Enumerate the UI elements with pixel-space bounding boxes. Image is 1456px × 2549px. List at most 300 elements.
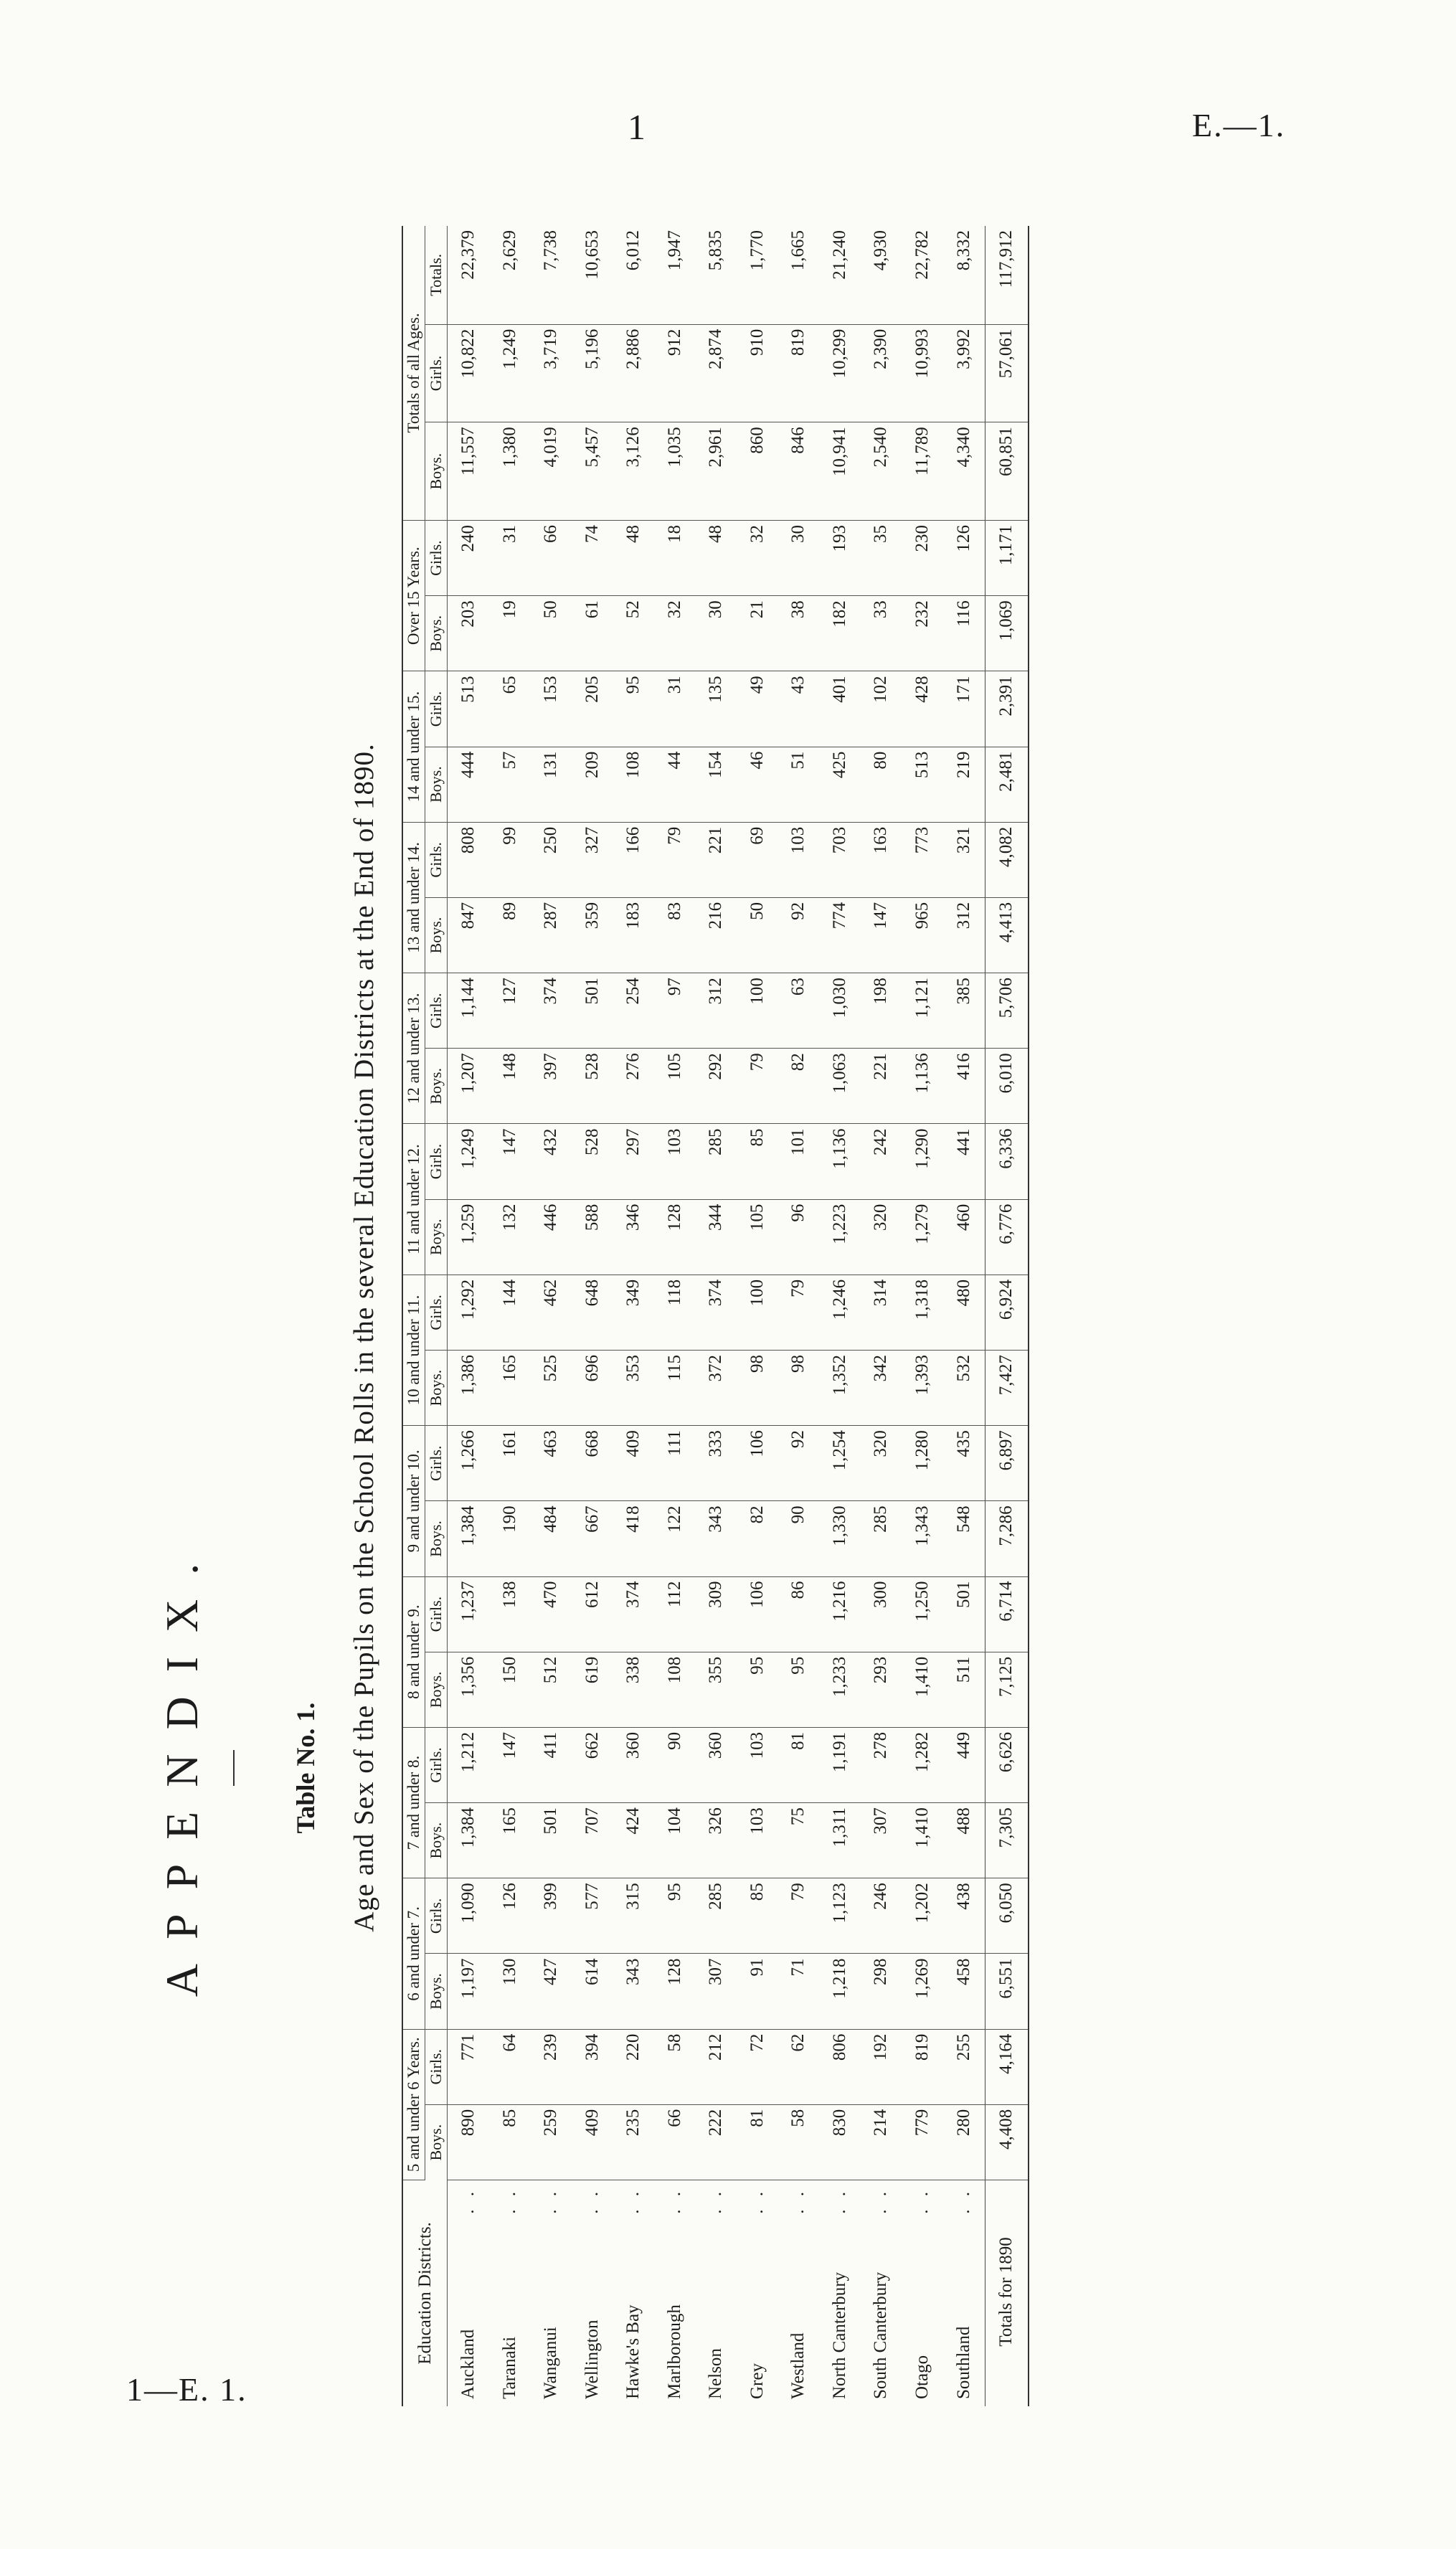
girls-subheader: Girls. [425, 1727, 448, 1802]
value-cell: 72 [737, 2029, 778, 2104]
value-cell: 427 [531, 1954, 572, 2029]
value-cell: 104 [654, 1803, 696, 1878]
boys-subheader: Boys. [425, 422, 448, 521]
value-cell: 30 [778, 521, 820, 596]
value-cell: 1,386 [448, 1351, 490, 1426]
value-cell: 3,992 [943, 324, 985, 422]
value-cell: 165 [489, 1803, 531, 1878]
value-cell: 293 [861, 1652, 902, 1727]
column-group-header: Over 15 Years. [402, 521, 425, 671]
value-cell: 6,776 [985, 1199, 1029, 1274]
value-cell: 69 [737, 822, 778, 897]
value-cell: 910 [737, 324, 778, 422]
value-cell: 246 [861, 1878, 902, 1954]
leader-dots: . . [788, 2187, 808, 2214]
value-cell: 2,540 [861, 422, 902, 521]
value-cell: 1,035 [654, 422, 696, 521]
value-cell: 315 [613, 1878, 655, 1954]
value-cell: 1,410 [902, 1803, 943, 1878]
value-cell: 98 [737, 1351, 778, 1426]
district-label-text: Otago [912, 2355, 932, 2399]
value-cell: 92 [778, 1426, 820, 1501]
district-row [448, 226, 490, 2406]
value-cell: 10,941 [819, 422, 861, 521]
column-group-header: 8 and under 9. [402, 1576, 425, 1727]
value-cell: 221 [861, 1049, 902, 1124]
girls-subheader: Girls. [425, 1274, 448, 1350]
value-cell: 108 [613, 747, 655, 822]
value-cell: 38 [778, 596, 820, 671]
value-cell: 707 [572, 1803, 613, 1878]
value-cell: 106 [737, 1426, 778, 1501]
value-cell: 10,299 [819, 324, 861, 422]
value-cell: 31 [654, 671, 696, 747]
value-cell: 100 [737, 973, 778, 1049]
value-cell: 128 [654, 1199, 696, 1274]
value-cell: 528 [572, 1124, 613, 1199]
value-cell: 372 [696, 1351, 737, 1426]
value-cell: 1,356 [448, 1652, 490, 1727]
value-cell: 326 [696, 1803, 737, 1878]
value-cell: 1,202 [902, 1878, 943, 1954]
table-caption: Age and Sex of the Pupils on the School Rolls in the several Education Districts at the End of 1890. [349, 743, 379, 1932]
value-cell: 166 [613, 822, 655, 897]
value-cell: 343 [696, 1501, 737, 1576]
value-cell: 1,212 [448, 1727, 490, 1802]
boys-subheader: Boys. [425, 1049, 448, 1124]
value-cell: 285 [696, 1878, 737, 1954]
district-row [572, 226, 613, 2406]
value-cell: 239 [531, 2029, 572, 2104]
value-cell: 222 [696, 2104, 737, 2180]
value-cell: 1,171 [985, 521, 1029, 596]
totals-label [985, 2180, 1029, 2406]
value-cell: 79 [778, 1274, 820, 1350]
value-cell: 280 [943, 2104, 985, 2180]
value-cell: 43 [778, 671, 820, 747]
rotated-page-content [147, 226, 1029, 2449]
value-cell: 771 [448, 2029, 490, 2104]
value-cell: 138 [489, 1576, 531, 1652]
value-cell: 61 [572, 596, 613, 671]
value-cell: 548 [943, 1501, 985, 1576]
value-cell: 1,216 [819, 1576, 861, 1652]
leader-dots: . . [871, 2187, 891, 2214]
value-cell: 2,629 [489, 226, 531, 324]
value-cell: 147 [861, 897, 902, 973]
value-cell: 6,551 [985, 1954, 1029, 2029]
value-cell: 484 [531, 1501, 572, 1576]
value-cell: 424 [613, 1803, 655, 1878]
value-cell: 1,246 [819, 1274, 861, 1350]
leader-dots: . . [541, 2187, 561, 2214]
value-cell: 1,343 [902, 1501, 943, 1576]
value-cell: 1,318 [902, 1274, 943, 1350]
value-cell: 774 [819, 897, 861, 973]
value-cell: 1,030 [819, 973, 861, 1049]
value-cell: 444 [448, 747, 490, 822]
value-cell: 418 [613, 1501, 655, 1576]
value-cell: 501 [572, 973, 613, 1049]
value-cell: 460 [943, 1199, 985, 1274]
value-cell: 292 [696, 1049, 737, 1124]
leader-dots: . . [747, 2187, 767, 2214]
girls-subheader: Girls. [425, 2029, 448, 2104]
value-cell: 22,782 [902, 226, 943, 324]
column-group-header: 9 and under 10. [402, 1426, 425, 1576]
value-cell: 7,738 [531, 226, 572, 324]
district-name [572, 2180, 613, 2406]
value-cell: 333 [696, 1426, 737, 1501]
value-cell: 32 [654, 596, 696, 671]
value-cell: 480 [943, 1274, 985, 1350]
value-cell: 192 [861, 2029, 902, 2104]
value-cell: 1,269 [902, 1954, 943, 2029]
value-cell: 1,290 [902, 1124, 943, 1199]
value-cell: 98 [778, 1351, 820, 1426]
value-cell: 103 [737, 1803, 778, 1878]
value-cell: 1,384 [448, 1501, 490, 1576]
value-cell: 1,254 [819, 1426, 861, 1501]
value-cell: 513 [448, 671, 490, 747]
value-cell: 4,930 [861, 226, 902, 324]
value-cell: 1,191 [819, 1727, 861, 1802]
value-cell: 64 [489, 2029, 531, 2104]
value-cell: 216 [696, 897, 737, 973]
value-cell: 254 [613, 973, 655, 1049]
value-cell: 1,311 [819, 1803, 861, 1878]
value-cell: 220 [613, 2029, 655, 2104]
value-cell: 193 [819, 521, 861, 596]
value-cell: 525 [531, 1351, 572, 1426]
value-cell: 4,408 [985, 2104, 1029, 2180]
value-cell: 112 [654, 1576, 696, 1652]
value-cell: 1,770 [737, 226, 778, 324]
value-cell: 5,835 [696, 226, 737, 324]
value-cell: 470 [531, 1576, 572, 1652]
value-cell: 1,123 [819, 1878, 861, 1954]
boys-subheader: Boys. [425, 1954, 448, 2029]
value-cell: 513 [902, 747, 943, 822]
value-cell: 912 [654, 324, 696, 422]
district-label-text: Nelson [706, 2348, 726, 2399]
boys-subheader: Boys. [425, 747, 448, 822]
column-group-header: 13 and under 14. [402, 822, 425, 973]
value-cell: 10,822 [448, 324, 490, 422]
value-cell: 1,380 [489, 422, 531, 521]
district-label-text: Taranaki [499, 2336, 519, 2399]
value-cell: 154 [696, 747, 737, 822]
value-cell: 130 [489, 1954, 531, 2029]
district-name [778, 2180, 820, 2406]
boys-subheader: Boys. [425, 1351, 448, 1426]
leader-dots: . . [582, 2187, 602, 2214]
value-cell: 18 [654, 521, 696, 596]
value-cell: 343 [613, 1954, 655, 2029]
value-cell: 209 [572, 747, 613, 822]
value-cell: 57,061 [985, 324, 1029, 422]
value-cell: 232 [902, 596, 943, 671]
boys-subheader: Boys. [425, 1652, 448, 1727]
value-cell: 6,010 [985, 1049, 1029, 1124]
district-row [861, 226, 902, 2406]
value-cell: 1,384 [448, 1803, 490, 1878]
value-cell: 612 [572, 1576, 613, 1652]
district-label-text: Wanganui [541, 2327, 561, 2399]
value-cell: 147 [489, 1727, 531, 1802]
value-cell: 100 [737, 1274, 778, 1350]
value-cell: 203 [448, 596, 490, 671]
value-cell: 122 [654, 1501, 696, 1576]
value-cell: 49 [737, 671, 778, 747]
value-cell: 95 [613, 671, 655, 747]
value-cell: 846 [778, 422, 820, 521]
value-cell: 696 [572, 1351, 613, 1426]
value-cell: 240 [448, 521, 490, 596]
value-cell: 2,961 [696, 422, 737, 521]
value-cell: 7,305 [985, 1803, 1029, 1878]
value-cell: 6,924 [985, 1274, 1029, 1350]
value-cell: 48 [696, 521, 737, 596]
value-cell: 285 [696, 1124, 737, 1199]
value-cell: 103 [654, 1124, 696, 1199]
value-cell: 297 [613, 1124, 655, 1199]
value-cell: 127 [489, 973, 531, 1049]
value-cell: 115 [654, 1351, 696, 1426]
leader-dots: . . [706, 2187, 726, 2214]
value-cell: 830 [819, 2104, 861, 2180]
value-cell: 255 [943, 2029, 985, 2104]
value-cell: 285 [861, 1501, 902, 1576]
pupils-age-sex-table [402, 226, 1029, 2406]
value-cell: 342 [861, 1351, 902, 1426]
column-group-header: 7 and under 8. [402, 1727, 425, 1878]
value-cell: 463 [531, 1426, 572, 1501]
value-cell: 435 [943, 1426, 985, 1501]
value-cell: 97 [654, 973, 696, 1049]
value-cell: 528 [572, 1049, 613, 1124]
value-cell: 1,282 [902, 1727, 943, 1802]
value-cell: 126 [489, 1878, 531, 1954]
value-cell: 33 [861, 596, 902, 671]
value-cell: 50 [531, 596, 572, 671]
table-number: Table No. 1. [291, 1702, 320, 1834]
value-cell: 344 [696, 1199, 737, 1274]
value-cell: 6,714 [985, 1576, 1029, 1652]
value-cell: 52 [613, 596, 655, 671]
value-cell: 577 [572, 1878, 613, 1954]
value-cell: 147 [489, 1124, 531, 1199]
value-cell: 2,391 [985, 671, 1029, 747]
value-cell: 1,063 [819, 1049, 861, 1124]
value-cell: 96 [778, 1199, 820, 1274]
value-cell: 425 [819, 747, 861, 822]
value-cell: 1,136 [902, 1049, 943, 1124]
value-cell: 353 [613, 1351, 655, 1426]
value-cell: 19 [489, 596, 531, 671]
value-cell: 432 [531, 1124, 572, 1199]
value-cell: 71 [778, 1954, 820, 2029]
value-cell: 171 [943, 671, 985, 747]
district-label-text: Totals for 1890 [996, 2237, 1016, 2347]
value-cell: 278 [861, 1727, 902, 1802]
boys-subheader: Boys. [425, 1199, 448, 1274]
value-cell: 63 [778, 973, 820, 1049]
value-cell: 1,069 [985, 596, 1029, 671]
value-cell: 488 [943, 1803, 985, 1878]
district-name [737, 2180, 778, 2406]
value-cell: 235 [613, 2104, 655, 2180]
value-cell: 320 [861, 1199, 902, 1274]
value-cell: 511 [943, 1652, 985, 1727]
report-code: E.—1. [1192, 107, 1286, 143]
value-cell: 409 [572, 2104, 613, 2180]
leader-dots: . . [664, 2187, 684, 2214]
girls-subheader: Girls. [425, 324, 448, 422]
value-cell: 182 [819, 596, 861, 671]
value-cell: 205 [572, 671, 613, 747]
value-cell: 85 [737, 1124, 778, 1199]
value-cell: 416 [943, 1049, 985, 1124]
value-cell: 1,207 [448, 1049, 490, 1124]
district-name [861, 2180, 902, 2406]
value-cell: 86 [778, 1576, 820, 1652]
value-cell: 300 [861, 1576, 902, 1652]
value-cell: 512 [531, 1652, 572, 1727]
value-cell: 8,332 [943, 226, 985, 324]
value-cell: 11,557 [448, 422, 490, 521]
value-cell: 1,090 [448, 1878, 490, 1954]
value-cell: 327 [572, 822, 613, 897]
value-cell: 161 [489, 1426, 531, 1501]
value-cell: 374 [613, 1576, 655, 1652]
value-cell: 360 [613, 1727, 655, 1802]
leader-dots: . . [499, 2187, 519, 2214]
value-cell: 1,223 [819, 1199, 861, 1274]
district-name [943, 2180, 985, 2406]
value-cell: 5,706 [985, 973, 1029, 1049]
value-cell: 374 [531, 973, 572, 1049]
value-cell: 48 [613, 521, 655, 596]
column-group-header: 10 and under 11. [402, 1274, 425, 1425]
value-cell: 163 [861, 822, 902, 897]
value-cell: 230 [902, 521, 943, 596]
value-cell: 338 [613, 1652, 655, 1727]
girls-subheader: Girls. [425, 1426, 448, 1501]
value-cell: 7,427 [985, 1351, 1029, 1426]
boys-subheader: Boys. [425, 2104, 448, 2180]
value-cell: 95 [654, 1878, 696, 1954]
value-cell: 90 [654, 1727, 696, 1802]
value-cell: 183 [613, 897, 655, 973]
value-cell: 82 [778, 1049, 820, 1124]
boys-subheader: Boys. [425, 1501, 448, 1576]
value-cell: 60,851 [985, 422, 1029, 521]
value-cell: 1,410 [902, 1652, 943, 1727]
value-cell: 847 [448, 897, 490, 973]
girls-subheader: Girls. [425, 1576, 448, 1652]
value-cell: 57 [489, 747, 531, 822]
value-cell: 397 [531, 1049, 572, 1124]
value-cell: 80 [861, 747, 902, 822]
value-cell: 6,012 [613, 226, 655, 324]
value-cell: 21 [737, 596, 778, 671]
value-cell: 89 [489, 897, 531, 973]
value-cell: 102 [861, 671, 902, 747]
value-cell: 458 [943, 1954, 985, 2029]
value-cell: 116 [943, 596, 985, 671]
value-cell: 85 [489, 2104, 531, 2180]
value-cell: 312 [696, 973, 737, 1049]
value-cell: 66 [531, 521, 572, 596]
girls-subheader: Girls. [425, 1878, 448, 1954]
value-cell: 46 [737, 747, 778, 822]
value-cell: 401 [819, 671, 861, 747]
value-cell: 11,789 [902, 422, 943, 521]
value-cell: 1,352 [819, 1351, 861, 1426]
value-cell: 1,218 [819, 1954, 861, 2029]
value-cell: 1,250 [902, 1576, 943, 1652]
value-cell: 320 [861, 1426, 902, 1501]
value-cell: 214 [861, 2104, 902, 2180]
value-cell: 219 [943, 747, 985, 822]
value-cell: 81 [778, 1727, 820, 1802]
value-cell: 276 [613, 1049, 655, 1124]
district-row [531, 226, 572, 2406]
value-cell: 6,336 [985, 1124, 1029, 1199]
value-cell: 662 [572, 1727, 613, 1802]
value-cell: 131 [531, 747, 572, 822]
district-name [819, 2180, 861, 2406]
value-cell: 1,233 [819, 1652, 861, 1727]
value-cell: 1,279 [902, 1199, 943, 1274]
district-row [696, 226, 737, 2406]
value-cell: 62 [778, 2029, 820, 2104]
leader-dots: . . [829, 2187, 849, 2214]
value-cell: 58 [778, 2104, 820, 2180]
value-cell: 58 [654, 2029, 696, 2104]
leader-dots: . . [458, 2187, 478, 2214]
value-cell: 4,164 [985, 2029, 1029, 2104]
girls-subheader: Girls. [425, 521, 448, 596]
value-cell: 135 [696, 671, 737, 747]
district-row [654, 226, 696, 2406]
value-cell: 394 [572, 2029, 613, 2104]
value-cell: 32 [737, 521, 778, 596]
value-cell: 198 [861, 973, 902, 1049]
value-cell: 890 [448, 2104, 490, 2180]
value-cell: 1,266 [448, 1426, 490, 1501]
column-group-header: 12 and under 13. [402, 973, 425, 1124]
value-cell: 349 [613, 1274, 655, 1350]
value-cell: 74 [572, 521, 613, 596]
column-group-header: 11 and under 12. [402, 1124, 425, 1274]
leader-dots: . . [912, 2187, 932, 2214]
district-name [489, 2180, 531, 2406]
value-cell: 1,947 [654, 226, 696, 324]
value-cell: 101 [778, 1124, 820, 1199]
district-row [943, 226, 985, 2406]
value-cell: 65 [489, 671, 531, 747]
value-cell: 259 [531, 2104, 572, 2180]
value-cell: 2,390 [861, 324, 902, 422]
value-cell: 1,237 [448, 1576, 490, 1652]
totals-subheader: Totals. [425, 226, 448, 324]
girls-subheader: Girls. [425, 973, 448, 1049]
value-cell: 819 [778, 324, 820, 422]
district-row [778, 226, 820, 2406]
value-cell: 50 [737, 897, 778, 973]
